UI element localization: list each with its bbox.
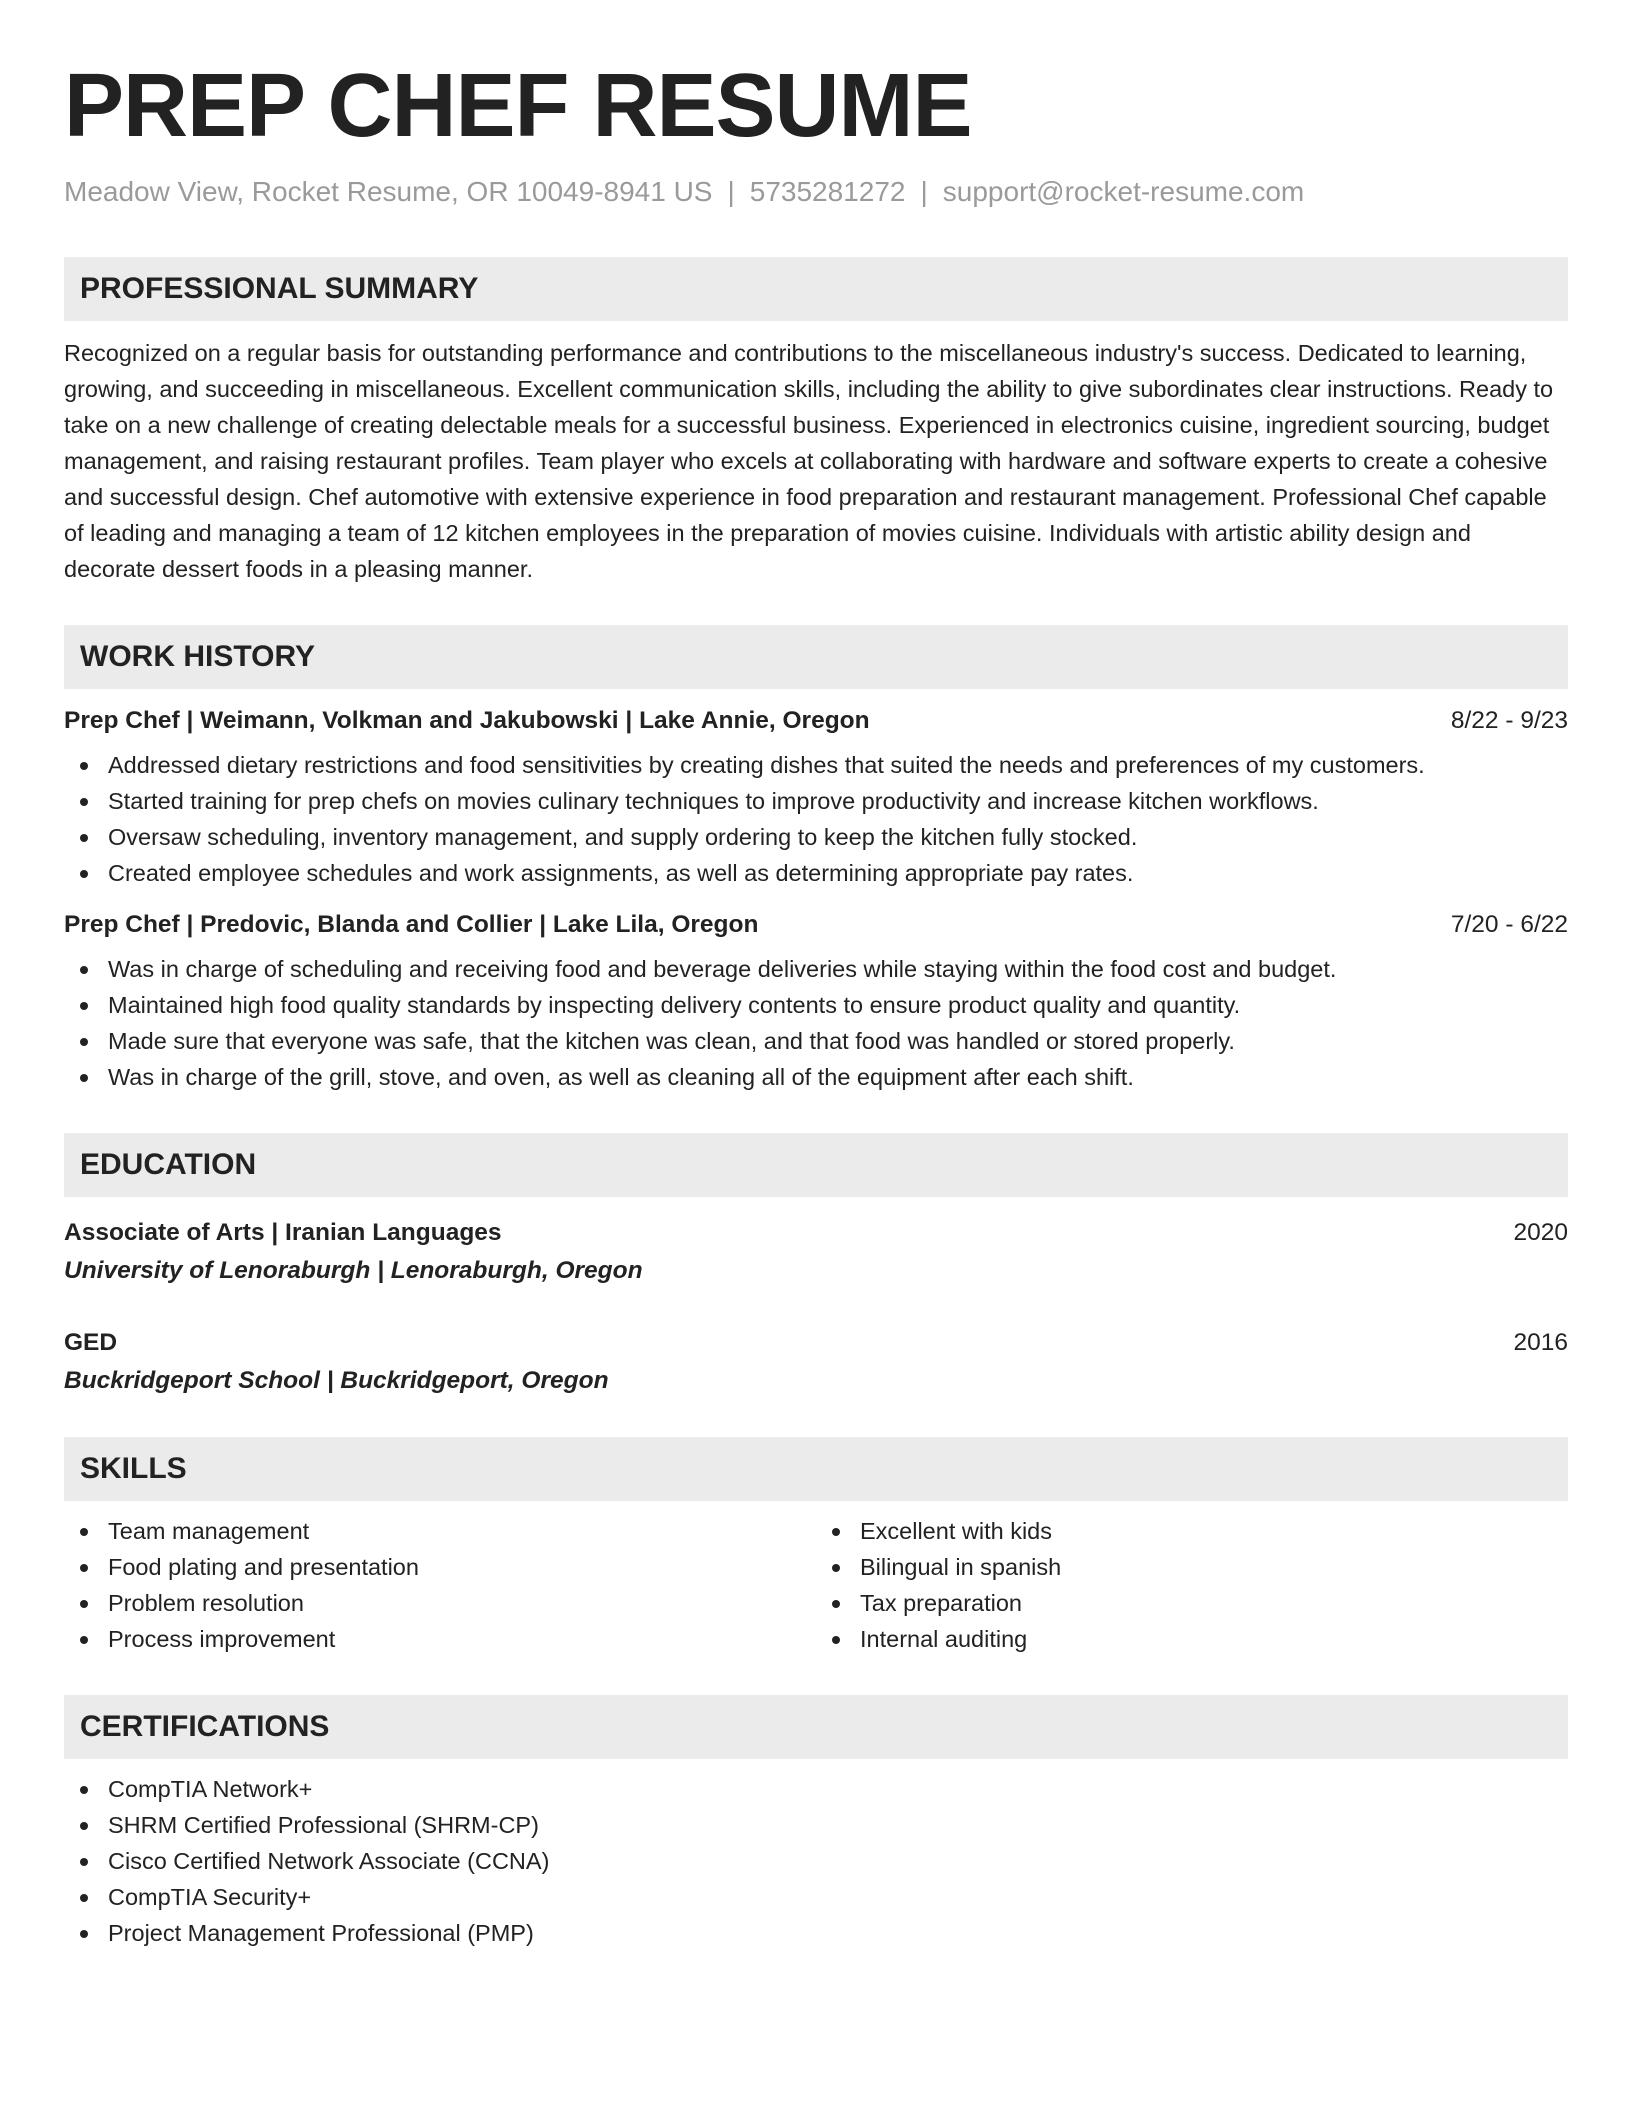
education-degree: Associate of Arts | Iranian Languages — [64, 1218, 502, 1246]
job-entry — [64, 707, 1568, 891]
contact-separator: | — [920, 176, 928, 208]
job-bullet: Started training for prep chefs on movies culinary techniques to improve productivity and increase kitchen workflows. — [64, 783, 1568, 819]
section-header-work-history: WORK HISTORY — [64, 625, 1568, 689]
job-header — [64, 911, 1568, 939]
job-bullet: Made sure that everyone was safe, that the kitchen was clean, and that food was handled or stored properly. — [64, 1023, 1568, 1059]
job-bullet: Created employee schedules and work assignments, as well as determining appropriate pay rates. — [64, 855, 1568, 891]
skill-item: Bilingual in spanish — [816, 1549, 1568, 1585]
job-bullet: Was in charge of the grill, stove, and oven, as well as cleaning all of the equipment after each shift. — [64, 1059, 1568, 1095]
certification-item: Cisco Certified Network Associate (CCNA) — [64, 1843, 1568, 1879]
certification-item: SHRM Certified Professional (SHRM-CP) — [64, 1807, 1568, 1843]
section-header-education: EDUCATION — [64, 1133, 1568, 1197]
section-header-summary: PROFESSIONAL SUMMARY — [64, 257, 1568, 321]
section-header-certifications: CERTIFICATIONS — [64, 1695, 1568, 1759]
education-school: Buckridgeport School | Buckridgeport, Oregon — [64, 1366, 609, 1394]
job-dates: 8/22 - 9/23 — [1450, 706, 1568, 734]
job-bullets — [64, 747, 1568, 891]
summary-text: Recognized on a regular basis for outstanding performance and contributions to the miscellaneous industry's success. Dedicated to learning, growing, and succeeding in miscellaneous. Excellent communication skills, including the ability to give subordinates clear instructions. Ready to take on a new challenge of creating delectable meals for a successful business. Experienced in electronics cuisine, ingredient sourcing, budget management, and raising restaurant profiles. Team player who excels at collaborating with hardware and software experts to create a cohesive and successful design. Chef automotive with extensive experience in food preparation and restaurant management. Professional Chef capable of leading and managing a team of 12 kitchen employees in the preparation of movies cuisine. Individuals with artistic ability design and decorate dessert foods in a pleasing manner. — [64, 339, 1554, 582]
skills-column-left — [64, 1513, 816, 1657]
job-bullet: Oversaw scheduling, inventory management, and supply ordering to keep the kitchen fully stocked. — [64, 819, 1568, 855]
contact-phone: 5735281272 — [749, 176, 906, 208]
education-header — [64, 1215, 1568, 1251]
skill-item: Team management — [64, 1513, 816, 1549]
skill-item: Food plating and presentation — [64, 1549, 816, 1585]
job-bullet: Maintained high food quality standards by inspecting delivery contents to ensure product quality and quantity. — [64, 987, 1568, 1023]
education-entry — [64, 1325, 1568, 1399]
skill-item: Excellent with kids — [816, 1513, 1568, 1549]
education-year: 2020 — [1513, 1218, 1568, 1246]
education-header — [64, 1325, 1568, 1361]
job-entry — [64, 911, 1568, 1095]
job-title: Prep Chef | Predovic, Blanda and Collier | Lake Lila, Oregon — [64, 910, 759, 938]
education-degree: GED — [64, 1328, 118, 1356]
skill-item: Internal auditing — [816, 1621, 1568, 1657]
contact-address: Meadow View, Rocket Resume, OR 10049-8941 US — [64, 176, 713, 208]
education-school: University of Lenoraburgh | Lenoraburgh, Oregon — [64, 1256, 643, 1284]
certification-item: CompTIA Security+ — [64, 1879, 1568, 1915]
skill-item: Tax preparation — [816, 1585, 1568, 1621]
contact-line — [64, 175, 1568, 209]
education-year: 2016 — [1513, 1328, 1568, 1356]
certifications-list — [64, 1771, 1568, 1951]
job-bullet: Addressed dietary restrictions and food sensitivities by creating dishes that suited the needs and preferences of my customers. — [64, 747, 1568, 783]
contact-email: support@rocket-resume.com — [942, 176, 1305, 208]
certification-item: Project Management Professional (PMP) — [64, 1915, 1568, 1951]
skills-grid — [64, 1513, 1568, 1657]
skill-item: Process improvement — [64, 1621, 816, 1657]
contact-separator: | — [727, 176, 735, 208]
section-header-skills: SKILLS — [64, 1437, 1568, 1501]
education-entry — [64, 1215, 1568, 1289]
job-title: Prep Chef | Weimann, Volkman and Jakubowski | Lake Annie, Oregon — [64, 706, 870, 734]
skills-column-right — [816, 1513, 1568, 1657]
skill-item: Problem resolution — [64, 1585, 816, 1621]
job-dates: 7/20 - 6/22 — [1450, 910, 1568, 938]
resume-title: PREP CHEF RESUME — [64, 56, 972, 156]
job-bullet: Was in charge of scheduling and receiving food and beverage deliveries while staying within the food cost and budget. — [64, 951, 1568, 987]
job-bullets — [64, 951, 1568, 1095]
job-header — [64, 707, 1568, 735]
certification-item: CompTIA Network+ — [64, 1771, 1568, 1807]
